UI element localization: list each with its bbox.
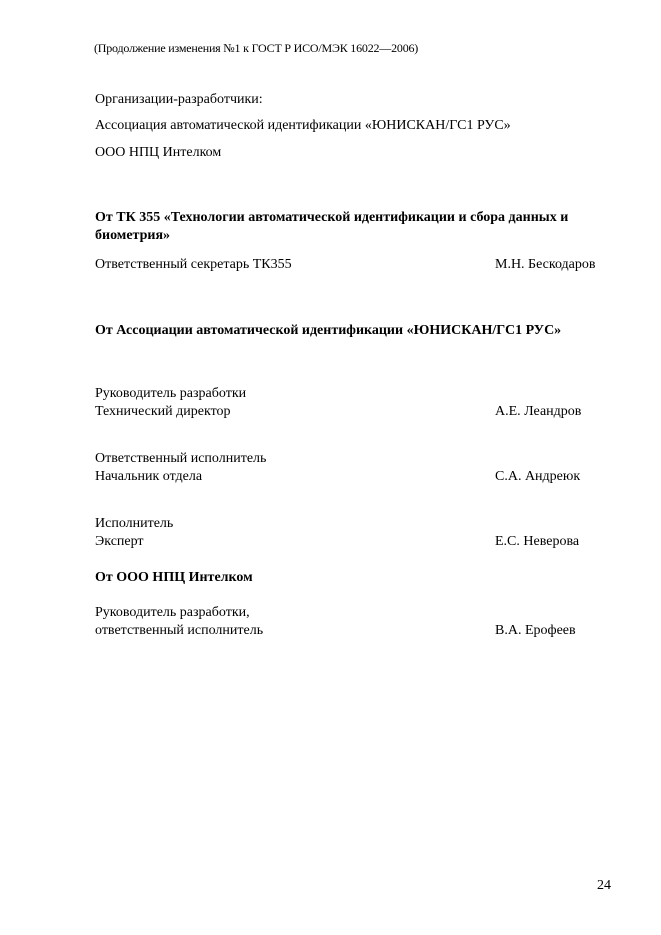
intelcom-person1-role2: ответственный исполнитель <box>95 623 264 638</box>
association-person2-role2: Начальник отдела <box>95 469 203 484</box>
tk355-signatory-name: М.Н. Бескодаров <box>495 257 596 272</box>
association-person2-role1: Ответственный исполнитель <box>95 451 267 466</box>
intelcom-person1-role1: Руководитель разработки, <box>95 605 250 620</box>
tk355-heading: От ТК 355 «Технологии автоматической идентификации и сбора данных и биометрия» <box>95 210 569 243</box>
association-person3-role1: Исполнитель <box>95 516 174 531</box>
page-number: 24 <box>597 878 611 893</box>
association-heading: От Ассоциации автоматической идентификации «ЮНИСКАН/ГС1 РУС» <box>95 323 562 338</box>
tk355-role: Ответственный секретарь ТК355 <box>95 257 292 272</box>
association-person1-role1: Руководитель разработки <box>95 386 247 401</box>
association-person1-name: А.Е. Леандров <box>495 404 582 419</box>
developers-heading: Организации-разработчики: <box>95 92 263 107</box>
developer-org-2: ООО НПЦ Интелком <box>95 145 222 160</box>
association-person3-role2: Эксперт <box>95 534 144 549</box>
intelcom-heading: От ООО НПЦ Интелком <box>95 570 253 585</box>
association-person2-name: С.А. Андреюк <box>495 469 581 484</box>
intelcom-person1-name: В.А. Ерофеев <box>495 623 576 638</box>
association-person3-name: Е.С. Неверова <box>495 534 580 549</box>
running-header: (Продолжение изменения №1 к ГОСТ Р ИСО/МЭК 16022—2006) <box>94 41 419 55</box>
association-person1-role2: Технический директор <box>95 404 231 419</box>
developer-org-1: Ассоциация автоматической идентификации «ЮНИСКАН/ГС1 РУС» <box>95 118 511 133</box>
